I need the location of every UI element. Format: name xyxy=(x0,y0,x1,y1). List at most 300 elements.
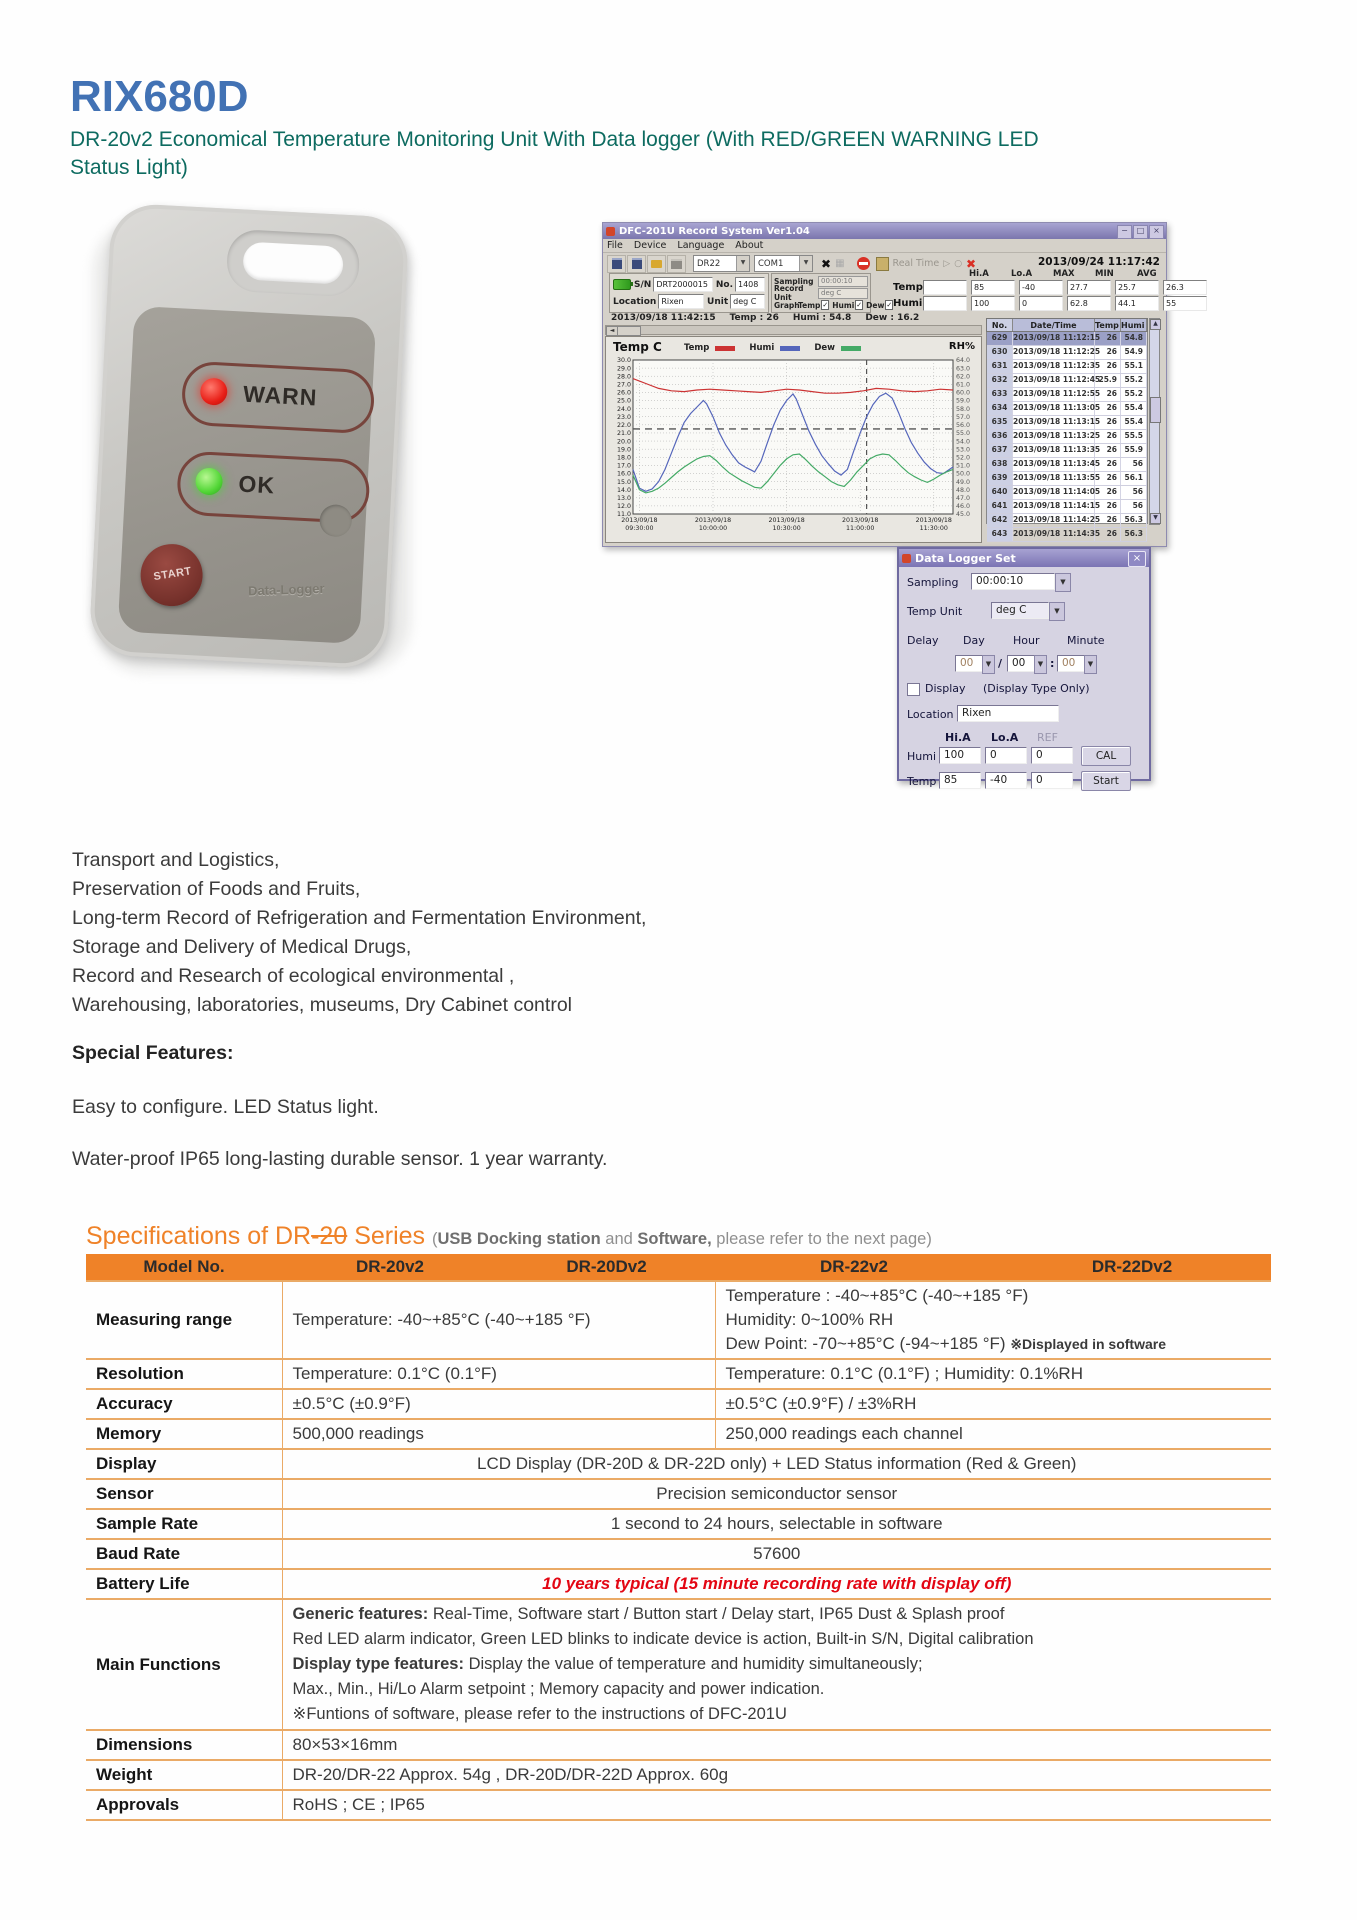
stats-value-field: -40 xyxy=(1019,280,1063,295)
scroll-left-icon[interactable]: ◄ xyxy=(606,326,618,336)
sampling-select[interactable]: 00:00:10 xyxy=(818,276,868,287)
svg-text:51.0: 51.0 xyxy=(956,462,971,470)
table-header-datetime: Date/Time xyxy=(1013,319,1095,331)
table-cell: 25.9 xyxy=(1095,374,1121,387)
specs-row xyxy=(86,1479,1271,1509)
spec-line xyxy=(293,1793,1262,1817)
sn-field[interactable]: DRT2000015 xyxy=(653,277,713,292)
spec-row-label: Weight xyxy=(86,1760,282,1790)
spec-row-label: Battery Life xyxy=(86,1569,282,1599)
dropdown-arrow-icon[interactable]: ▼ xyxy=(1084,655,1097,674)
legend-swatch-dew xyxy=(841,346,861,351)
specs-table xyxy=(86,1254,1271,1821)
stats-header: Lo.A xyxy=(1011,269,1033,279)
text-segment: 80×53×16mm xyxy=(292,1735,398,1754)
table-cell: 2013/09/18 11:13:05 xyxy=(1013,402,1095,415)
checkbox-temp[interactable]: ✓ xyxy=(822,301,829,309)
spec-line xyxy=(293,1392,705,1416)
menu-bar xyxy=(603,239,1166,253)
stats-header-row xyxy=(969,269,1211,279)
table-header-no: No. xyxy=(987,319,1013,331)
specs-row xyxy=(86,1539,1271,1569)
dlg-delay-minute-field[interactable]: 00 xyxy=(1057,655,1085,672)
spec-row-label: Sample Rate xyxy=(86,1509,282,1539)
spec-row-label: Sensor xyxy=(86,1479,282,1509)
colon-separator: : xyxy=(1050,657,1055,670)
stats-value-field: 26.3 xyxy=(1163,280,1207,295)
graph-legend xyxy=(684,343,869,353)
text-segment: LCD Display (DR-20D & DR-22D only) + LED Status information (Red & Green) xyxy=(477,1454,1077,1473)
checkbox-dew[interactable]: ✓ xyxy=(886,301,893,309)
dlg-display-checkbox[interactable] xyxy=(907,683,920,696)
save-as-icon[interactable] xyxy=(627,255,646,273)
readings-table xyxy=(986,318,1148,538)
warn-label: WARN xyxy=(242,380,319,411)
grid-icon: ▦ xyxy=(835,258,845,269)
stats-value-field: 85 xyxy=(971,280,1015,295)
menu-device[interactable]: Device xyxy=(633,240,667,251)
stats-row xyxy=(893,280,1211,295)
table-cell: 26 xyxy=(1095,444,1121,457)
svg-text:24.0: 24.0 xyxy=(616,405,631,413)
spec-line xyxy=(293,1362,705,1386)
text-segment: ※Displayed in software xyxy=(1010,1336,1166,1352)
spec-line xyxy=(726,1392,1262,1416)
svg-text:18.0: 18.0 xyxy=(616,454,631,462)
legend-label-humi: Humi xyxy=(749,343,775,353)
no-label: No. xyxy=(715,279,733,290)
application-line: Long-term Record of Refrigeration and Fermentation Environment, xyxy=(72,907,647,929)
specs-header-cell: DR-20v2 xyxy=(282,1254,498,1281)
spec-line xyxy=(293,1733,1262,1757)
unit-label: Unit xyxy=(707,296,729,307)
applications-list xyxy=(72,846,646,991)
table-row[interactable] xyxy=(987,486,1147,500)
spec-cell xyxy=(282,1730,1271,1760)
dlg-temp-lo-field[interactable]: -40 xyxy=(985,772,1027,789)
specs-header-cell: Model No. xyxy=(86,1254,282,1281)
battery-icon xyxy=(613,279,631,290)
legend-label-temp: Temp xyxy=(684,343,710,353)
table-cell: 2013/09/18 11:12:15 xyxy=(1013,332,1095,345)
scrollbar-thumb[interactable] xyxy=(617,326,641,336)
spec-line xyxy=(293,1422,705,1446)
play-icon[interactable]: ▷ xyxy=(943,258,951,269)
table-row[interactable] xyxy=(987,346,1147,360)
table-row[interactable] xyxy=(987,402,1147,416)
table-cell: 642 xyxy=(987,514,1013,527)
ok-label: OK xyxy=(237,470,276,499)
text-segment: USB Docking station xyxy=(437,1230,601,1248)
table-cell: 56.3 xyxy=(1121,528,1147,541)
memory-card-icon[interactable] xyxy=(876,257,889,271)
table-cell: 26 xyxy=(1095,430,1121,443)
svg-text:2013/09/18: 2013/09/18 xyxy=(768,517,805,524)
text-segment: 250,000 readings each channel xyxy=(725,1424,963,1443)
text-segment: Temperature: -40~+85°C (-40~+185 °F) xyxy=(292,1310,591,1329)
scroll-up-icon[interactable]: ▲ xyxy=(1150,319,1161,330)
svg-text:23.0: 23.0 xyxy=(616,413,631,421)
dlg-humi-lo-field[interactable]: 0 xyxy=(985,747,1027,764)
spec-cell xyxy=(282,1790,1271,1820)
table-row[interactable] xyxy=(987,500,1147,514)
spec-cell xyxy=(282,1539,1271,1569)
table-row[interactable] xyxy=(987,374,1147,388)
status-time: 2013/09/18 11:42:15 xyxy=(611,313,716,323)
dlg-delay-label: Delay xyxy=(907,634,939,647)
spec-cell xyxy=(282,1449,1271,1479)
svg-text:26.0: 26.0 xyxy=(616,389,631,397)
dlg-temp-hi-field[interactable]: 85 xyxy=(939,772,981,789)
table-cell: 26 xyxy=(1095,514,1121,527)
graph-axis-title: Temp C xyxy=(613,340,662,354)
svg-text:53.0: 53.0 xyxy=(956,446,971,454)
dropdown-arrow-icon[interactable]: ▼ xyxy=(736,256,749,271)
text-segment: Specifications of DR xyxy=(86,1222,312,1250)
location-field[interactable]: Rixen xyxy=(658,294,704,309)
svg-text:10:00:00: 10:00:00 xyxy=(698,525,728,532)
hang-slot xyxy=(226,229,361,298)
legend-label-dew: Dew xyxy=(814,343,836,353)
text-segment: DR-20/DR-22 Approx. 54g , DR-20D/DR-22D Approx. 60g xyxy=(292,1765,729,1784)
svg-text:2013/09/18: 2013/09/18 xyxy=(621,517,658,524)
table-cell: 2013/09/18 11:12:35 xyxy=(1013,360,1095,373)
table-cell: 26 xyxy=(1095,402,1121,415)
product-photo xyxy=(88,196,428,688)
vertical-scrollbar[interactable] xyxy=(1149,318,1160,525)
specs-header-cell: DR-20Dv2 xyxy=(498,1254,715,1281)
specs-row xyxy=(86,1281,1271,1359)
table-cell: 2013/09/18 11:13:45 xyxy=(1013,458,1095,471)
stats-value-field: 27.7 xyxy=(1067,280,1111,295)
table-cell: 56.3 xyxy=(1121,514,1147,527)
dlg-sampling-label: Sampling xyxy=(907,576,959,589)
spec-line xyxy=(293,1482,1262,1506)
spec-cell xyxy=(282,1569,1271,1599)
spec-row-label: Approvals xyxy=(86,1790,282,1820)
table-cell: 56 xyxy=(1121,500,1147,513)
text-segment: please refer to the next page) xyxy=(711,1230,932,1248)
table-cell: 56 xyxy=(1121,486,1147,499)
print-icon[interactable] xyxy=(667,255,686,273)
stats-header: MIN xyxy=(1095,269,1114,279)
svg-text:22.0: 22.0 xyxy=(616,422,631,430)
spec-cell xyxy=(715,1389,1271,1419)
svg-text:54.0: 54.0 xyxy=(956,438,971,446)
spec-row-label: Dimensions xyxy=(86,1730,282,1760)
table-cell: 26 xyxy=(1095,528,1121,541)
svg-text:48.0: 48.0 xyxy=(956,486,971,494)
text-segment: Software, xyxy=(637,1230,712,1248)
record-icon[interactable]: ○ xyxy=(954,258,963,269)
specs-row xyxy=(86,1389,1271,1419)
svg-text:57.0: 57.0 xyxy=(956,413,971,421)
application-line: Preservation of Foods and Fruits, xyxy=(72,878,361,900)
stats-header: MAX xyxy=(1053,269,1075,279)
dlg-location-field[interactable]: Rixen xyxy=(957,705,1059,722)
dropdown-arrow-icon[interactable]: ▼ xyxy=(1055,573,1071,592)
svg-text:63.0: 63.0 xyxy=(956,365,971,373)
application-line: Record and Research of ecological environmental , xyxy=(72,965,515,987)
dlg-day-label: Day xyxy=(963,634,985,647)
close-icon[interactable]: × xyxy=(1149,225,1164,239)
spec-cell xyxy=(282,1599,1271,1730)
dlg-humi-label: Humi xyxy=(907,750,937,763)
spec-row-label: Accuracy xyxy=(86,1389,282,1419)
svg-text:47.0: 47.0 xyxy=(956,494,971,502)
svg-text:45.0: 45.0 xyxy=(956,511,971,519)
realtime-label: Real Time xyxy=(892,258,940,269)
table-cell: 2013/09/18 11:12:45 xyxy=(1013,374,1095,387)
table-cell: 2013/09/18 11:13:25 xyxy=(1013,430,1095,443)
svg-text:46.0: 46.0 xyxy=(956,503,971,511)
text-segment: Precision semiconductor sensor xyxy=(656,1484,898,1503)
specs-row xyxy=(86,1730,1271,1760)
table-cell: 26 xyxy=(1095,486,1121,499)
minimize-icon[interactable]: − xyxy=(1117,225,1132,239)
stats-current-field[interactable] xyxy=(923,280,967,295)
table-row[interactable] xyxy=(987,360,1147,374)
table-row[interactable] xyxy=(987,528,1147,542)
dlg-temp-unit-field[interactable]: deg C xyxy=(991,602,1049,619)
text-segment: Real-Time, Software start / Button start / Delay start, IP65 Dust & Splash proof xyxy=(428,1605,1005,1623)
window-controls xyxy=(1117,225,1164,239)
table-cell: 638 xyxy=(987,458,1013,471)
spec-row-label: Baud Rate xyxy=(86,1539,282,1569)
stop-record-icon[interactable] xyxy=(857,257,870,270)
spec-line xyxy=(293,1602,1262,1627)
table-row[interactable] xyxy=(987,416,1147,430)
record-unit-select[interactable]: deg C xyxy=(818,288,868,299)
spec-row-label: Display xyxy=(86,1449,282,1479)
specs-header-cell: DR-22Dv2 xyxy=(993,1254,1271,1281)
dlg-delay-hour-field[interactable]: 00 xyxy=(1007,655,1035,672)
table-cell: 643 xyxy=(987,528,1013,541)
app-icon xyxy=(606,227,615,236)
feature-item-2: Water-proof IP65 long-lasting durable sensor. 1 year warranty. xyxy=(72,1148,608,1170)
scrollbar-thumb[interactable] xyxy=(1150,397,1161,423)
menu-file[interactable]: File xyxy=(607,240,623,251)
table-row[interactable] xyxy=(987,514,1147,528)
table-cell: 56 xyxy=(1121,458,1147,471)
spec-row-label: Main Functions xyxy=(86,1599,282,1730)
text-segment: Series xyxy=(347,1222,433,1250)
menu-language[interactable]: Language xyxy=(677,240,725,251)
svg-text:20.0: 20.0 xyxy=(616,438,631,446)
dlg-display-label: Display xyxy=(925,682,966,695)
dlg-hour-label: Hour xyxy=(1013,634,1040,647)
dialog-close-icon[interactable]: × xyxy=(1128,551,1146,567)
dlg-humi-ref-field[interactable]: 0 xyxy=(1031,747,1073,764)
warehousing-line: Warehousing, laboratories, museums, Dry Cabinet control xyxy=(72,994,572,1016)
dialog-title: Data Logger Set xyxy=(915,551,1016,565)
svg-text:61.0: 61.0 xyxy=(956,381,971,389)
graph-check-label-temp: Temp xyxy=(798,300,821,310)
table-cell: 55.2 xyxy=(1121,374,1147,387)
dlg-temp-unit-label: Temp Unit xyxy=(907,605,963,618)
text-segment: Temperature: 0.1°C (0.1°F) ; Humidity: 0.1%RH xyxy=(725,1364,1083,1383)
stats-current-field[interactable] xyxy=(923,296,967,311)
warn-pill xyxy=(181,360,376,434)
table-cell: 2013/09/18 11:14:35 xyxy=(1013,528,1095,541)
table-cell: 55.4 xyxy=(1121,416,1147,429)
spec-line xyxy=(293,1308,705,1332)
table-cell: 54.9 xyxy=(1121,346,1147,359)
page-subtitle: DR-20v2 Economical Temperature Monitoring Unit With Data logger (With RED/GREEN WARNING LED Status Light) xyxy=(70,128,1039,179)
text-segment: Display type features: xyxy=(292,1655,464,1673)
stats-header: Hi.A xyxy=(969,269,989,279)
svg-text:21.0: 21.0 xyxy=(616,430,631,438)
stats-value-field: 62.8 xyxy=(1067,296,1111,311)
menu-about[interactable]: About xyxy=(735,240,764,251)
table-row[interactable] xyxy=(987,472,1147,486)
start-record-button[interactable]: Start xyxy=(1081,771,1131,791)
horizontal-scrollbar[interactable] xyxy=(605,325,982,335)
text-segment: 500,000 readings xyxy=(292,1424,424,1443)
graph-check-label-dew: Dew xyxy=(866,300,885,310)
dlg-delay-day-field[interactable]: 00 xyxy=(955,655,983,672)
stats-header: AVG xyxy=(1137,269,1157,279)
table-cell: 26 xyxy=(1095,472,1121,485)
table-row[interactable] xyxy=(987,332,1147,346)
graph-check-label-humi: Humi xyxy=(832,300,855,310)
table-row[interactable] xyxy=(987,430,1147,444)
spec-line xyxy=(293,1452,1262,1476)
text-segment: -20 xyxy=(311,1222,348,1250)
checkbox-humi[interactable]: ✓ xyxy=(856,301,863,309)
table-cell: 2013/09/18 11:12:55 xyxy=(1013,388,1095,401)
dropdown-arrow-icon[interactable]: ▼ xyxy=(1034,655,1047,674)
save-icon[interactable] xyxy=(607,255,626,273)
dlg-sampling-field[interactable]: 00:00:10 xyxy=(971,573,1055,590)
table-cell: 26 xyxy=(1095,458,1121,471)
svg-text:2013/09/18: 2013/09/18 xyxy=(694,517,732,524)
svg-text:10:30:00: 10:30:00 xyxy=(772,525,801,532)
specs-row xyxy=(86,1419,1271,1449)
table-cell: 55.4 xyxy=(1121,402,1147,415)
slash-separator: / xyxy=(998,657,1003,670)
dlg-location-label: Location xyxy=(907,708,954,721)
application-line: Transport and Logistics, xyxy=(72,849,280,871)
svg-text:14.0: 14.0 xyxy=(616,486,631,494)
dlg-minute-label: Minute xyxy=(1067,634,1105,647)
dropdown-arrow-icon[interactable]: ▼ xyxy=(982,655,995,674)
spec-line xyxy=(293,1702,1262,1727)
specs-row xyxy=(86,1790,1271,1820)
sampling-label: Sampling xyxy=(774,276,814,286)
table-cell: 55.1 xyxy=(1121,360,1147,373)
table-cell: 641 xyxy=(987,500,1013,513)
ok-led-green xyxy=(195,467,223,495)
dlg-loa-header: Lo.A xyxy=(991,731,1019,744)
table-row[interactable] xyxy=(987,458,1147,472)
table-cell: 2013/09/18 11:13:35 xyxy=(1013,444,1095,457)
location-label: Location xyxy=(613,296,657,307)
svg-text:62.0: 62.0 xyxy=(956,373,971,381)
dlg-temp-label: Temp xyxy=(907,775,937,788)
spec-cell xyxy=(282,1509,1271,1539)
device-face-panel xyxy=(118,306,377,644)
table-cell: 640 xyxy=(987,486,1013,499)
table-cell: 629 xyxy=(987,332,1013,345)
dlg-hia-header: Hi.A xyxy=(945,731,971,744)
table-cell: 26 xyxy=(1095,360,1121,373)
specs-row xyxy=(86,1449,1271,1479)
svg-text:16.0: 16.0 xyxy=(616,470,631,478)
device-body xyxy=(88,203,409,670)
legend-swatch-humi xyxy=(780,346,800,351)
scroll-down-icon[interactable]: ▼ xyxy=(1150,513,1161,524)
svg-text:56.0: 56.0 xyxy=(956,422,971,430)
dlg-temp-ref-field[interactable]: 0 xyxy=(1031,772,1073,789)
text-segment: Humidity: 0~100% RH xyxy=(725,1310,894,1329)
svg-text:19.0: 19.0 xyxy=(616,446,631,454)
dlg-humi-hi-field[interactable]: 100 xyxy=(939,747,981,764)
stats-value-field: 44.1 xyxy=(1115,296,1159,311)
dialog-icon xyxy=(902,554,911,563)
text-segment: 57600 xyxy=(753,1544,801,1563)
legend-swatch-temp xyxy=(715,346,735,351)
table-cell: 26 xyxy=(1095,332,1121,345)
graph-plot xyxy=(606,356,981,542)
table-cell: 631 xyxy=(987,360,1013,373)
spec-cell xyxy=(282,1359,715,1389)
spec-cell xyxy=(715,1281,1271,1359)
spec-cell xyxy=(282,1281,715,1359)
table-cell: 634 xyxy=(987,402,1013,415)
spec-line xyxy=(293,1652,1262,1677)
stats-row-label: Temp xyxy=(893,282,923,293)
table-row[interactable] xyxy=(987,388,1147,402)
table-row[interactable] xyxy=(987,444,1147,458)
sn-label: S/N xyxy=(634,279,652,290)
com-port-select[interactable]: COM1 ▼ xyxy=(754,255,813,272)
model-select[interactable]: DR22 ▼ xyxy=(693,255,750,272)
svg-text:49.0: 49.0 xyxy=(956,478,971,486)
current-datetime: 2013/09/24 11:17:42 xyxy=(1037,256,1160,268)
dropdown-arrow-icon[interactable]: ▼ xyxy=(799,256,812,271)
svg-text:13.0: 13.0 xyxy=(616,494,631,502)
svg-text:55.0: 55.0 xyxy=(956,430,971,438)
stats-row-label: Humi xyxy=(893,298,923,309)
dropdown-arrow-icon[interactable]: ▼ xyxy=(1049,602,1065,621)
open-folder-icon[interactable] xyxy=(647,255,666,273)
svg-text:64.0: 64.0 xyxy=(956,357,971,365)
table-header-humi: Humi xyxy=(1121,319,1147,331)
plot-area xyxy=(633,360,953,514)
svg-text:11.0: 11.0 xyxy=(616,511,631,519)
cal-button[interactable]: CAL xyxy=(1081,746,1131,766)
maximize-icon[interactable]: □ xyxy=(1133,225,1148,239)
window-title: DFC-201U Record System Ver1.04 xyxy=(619,225,810,237)
dlg-ref-header: REF xyxy=(1037,731,1058,744)
spec-line xyxy=(293,1542,1262,1566)
text-segment: Max., Min., Hi/Lo Alarm setpoint ; Memory capacity and power indication. xyxy=(292,1680,825,1698)
table-cell: 633 xyxy=(987,388,1013,401)
unit-field[interactable]: deg C xyxy=(730,294,765,309)
dialog-titlebar[interactable] xyxy=(899,549,1149,567)
disconnect-icon[interactable]: ✖ xyxy=(821,256,832,271)
text-segment: Red LED alarm indicator, Green LED blinks to indicate device is action, Built-in S/N, Digital calibration xyxy=(292,1630,1034,1648)
spec-line xyxy=(726,1284,1262,1308)
window-titlebar[interactable] xyxy=(603,223,1166,239)
table-cell: 2013/09/18 11:13:15 xyxy=(1013,416,1095,429)
close-realtime-icon[interactable]: ✖ xyxy=(966,256,977,271)
page-title: RIX680D xyxy=(70,72,249,121)
table-cell: 2013/09/18 11:12:25 xyxy=(1013,346,1095,359)
no-field[interactable]: 1408 xyxy=(735,277,765,292)
stats-value-field: 100 xyxy=(971,296,1015,311)
